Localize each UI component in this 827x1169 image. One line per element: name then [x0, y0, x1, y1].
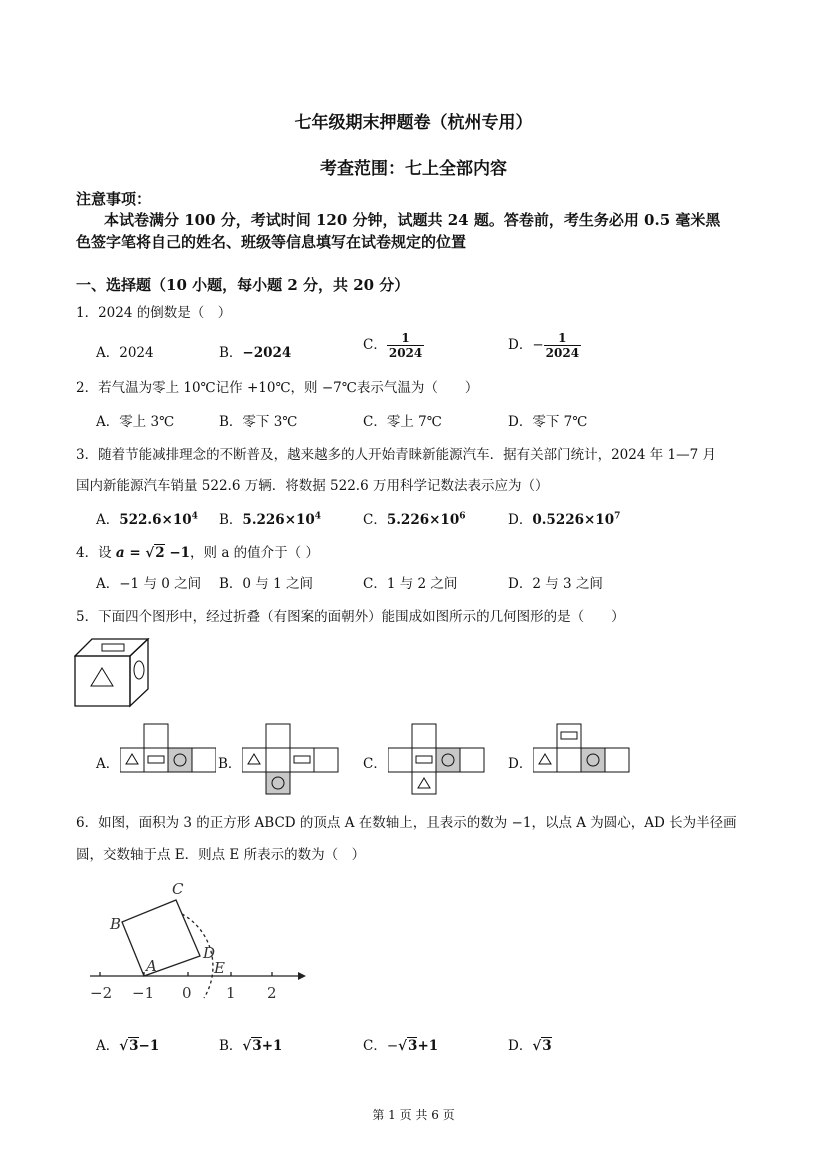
label-c: C	[172, 880, 184, 898]
q4-option-b: B．0 与 1 之间	[219, 576, 313, 592]
q3-line-1: 3．随着节能减排理念的不断普及，越来越多的人开始青睐新能源汽车．据有关部门统计，2024 年 1—7 月	[76, 447, 716, 463]
q5-option-b: B．	[218, 756, 242, 772]
q2-option-b: B．零下 3℃	[219, 414, 298, 430]
notice-heading: 注意事项：	[76, 190, 152, 208]
square-abcd	[122, 900, 200, 976]
net-a-figure	[120, 723, 216, 773]
q6-option-d: D．√3	[508, 1038, 552, 1054]
q6-option-a: A．√3−1	[96, 1038, 160, 1054]
q1-option-d: D．− $\frac{1}{2024}$	[508, 331, 580, 360]
exam-scope: 考查范围：七上全部内容	[320, 159, 507, 179]
q1-option-b: B．−2024	[219, 345, 292, 361]
q1-option-c: C． $\frac{1}{2024}$	[363, 331, 423, 360]
q6-line-1: 6．如图，面积为 3 的正方形 ABCD 的顶点 A 在数轴上，且表示的数为 −1，以点 A 为圆心，AD 长为半径画	[76, 815, 737, 831]
page-footer: 第 1 页 共 6 页	[372, 1108, 455, 1122]
tick-neg1: −1	[132, 984, 155, 1002]
q6-option-c: C．−√3+1	[363, 1038, 439, 1054]
section-title: 一、选择题（10 小题，每小题 2 分，共 20 分）	[76, 276, 410, 294]
net-d-figure	[533, 723, 631, 773]
q4-stem: 4．设 a = √2 −1，则 a 的值介于（ ）	[76, 545, 319, 561]
q5-option-c: C．	[363, 756, 387, 772]
q5-stem: 5．下面四个图形中，经过折叠（有图案的面朝外）能围成如图所示的几何图形的是（ ）	[76, 609, 625, 625]
q3-option-b: B．$5.226\times 10^4$	[219, 511, 322, 528]
q4-option-d: D．2 与 3 之间	[508, 576, 603, 592]
label-e: E	[214, 959, 225, 977]
q4-option-c: C．1 与 2 之间	[363, 576, 458, 592]
square-axis-figure	[84, 880, 309, 1005]
tick-2: 2	[267, 984, 277, 1002]
q5-option-a: A．	[96, 756, 120, 772]
q2-stem: 2．若气温为零上 10℃记作 +10℃，则 −7℃表示气温为（ ）	[76, 380, 479, 396]
notice-line-1: 本试卷满分 100 分，考试时间 120 分钟，试题共 24 题。答卷前，考生务必用 0.5 毫米黑	[104, 211, 721, 229]
net-c-figure	[388, 723, 486, 795]
tick-1: 1	[226, 984, 236, 1002]
q2-option-a: A．零上 3℃	[96, 414, 175, 430]
q2-option-d: D．零下 7℃	[508, 414, 588, 430]
q6-option-b: B．√3+1	[219, 1038, 283, 1054]
label-d: D	[203, 944, 216, 962]
cube-figure	[74, 638, 156, 708]
q3-option-a: A．$522.6\times 10^4$	[96, 511, 198, 528]
q1-option-a: A．2024	[96, 345, 154, 361]
label-a: A	[146, 957, 157, 975]
q6-line-2: 圆，交数轴于点 E．则点 E 所表示的数为（ ）	[76, 847, 366, 863]
q3-line-2: 国内新能源汽车销量 522.6 万辆．将数据 522.6 万用科学记数法表示应为（）	[76, 478, 549, 494]
label-b: B	[110, 915, 122, 933]
q2-option-c: C．零上 7℃	[363, 414, 442, 430]
tick-0: 0	[182, 984, 192, 1002]
q4-option-a: A．−1 与 0 之间	[96, 576, 202, 592]
q3-option-d: D．$0.5226\times 10^7$	[508, 511, 621, 528]
q3-option-c: C．$5.226\times 10^6$	[363, 511, 466, 528]
notice-line-2: 色签字笔将自己的姓名、班级等信息填写在试卷规定的位置	[76, 233, 467, 251]
net-b-figure	[242, 723, 340, 795]
tick-neg2: −2	[90, 984, 113, 1002]
page-title: 七年级期末押题卷（杭州专用）	[294, 113, 533, 133]
q1-stem: 1．2024 的倒数是（ ）	[76, 305, 232, 321]
q5-option-d: D．	[508, 756, 533, 772]
